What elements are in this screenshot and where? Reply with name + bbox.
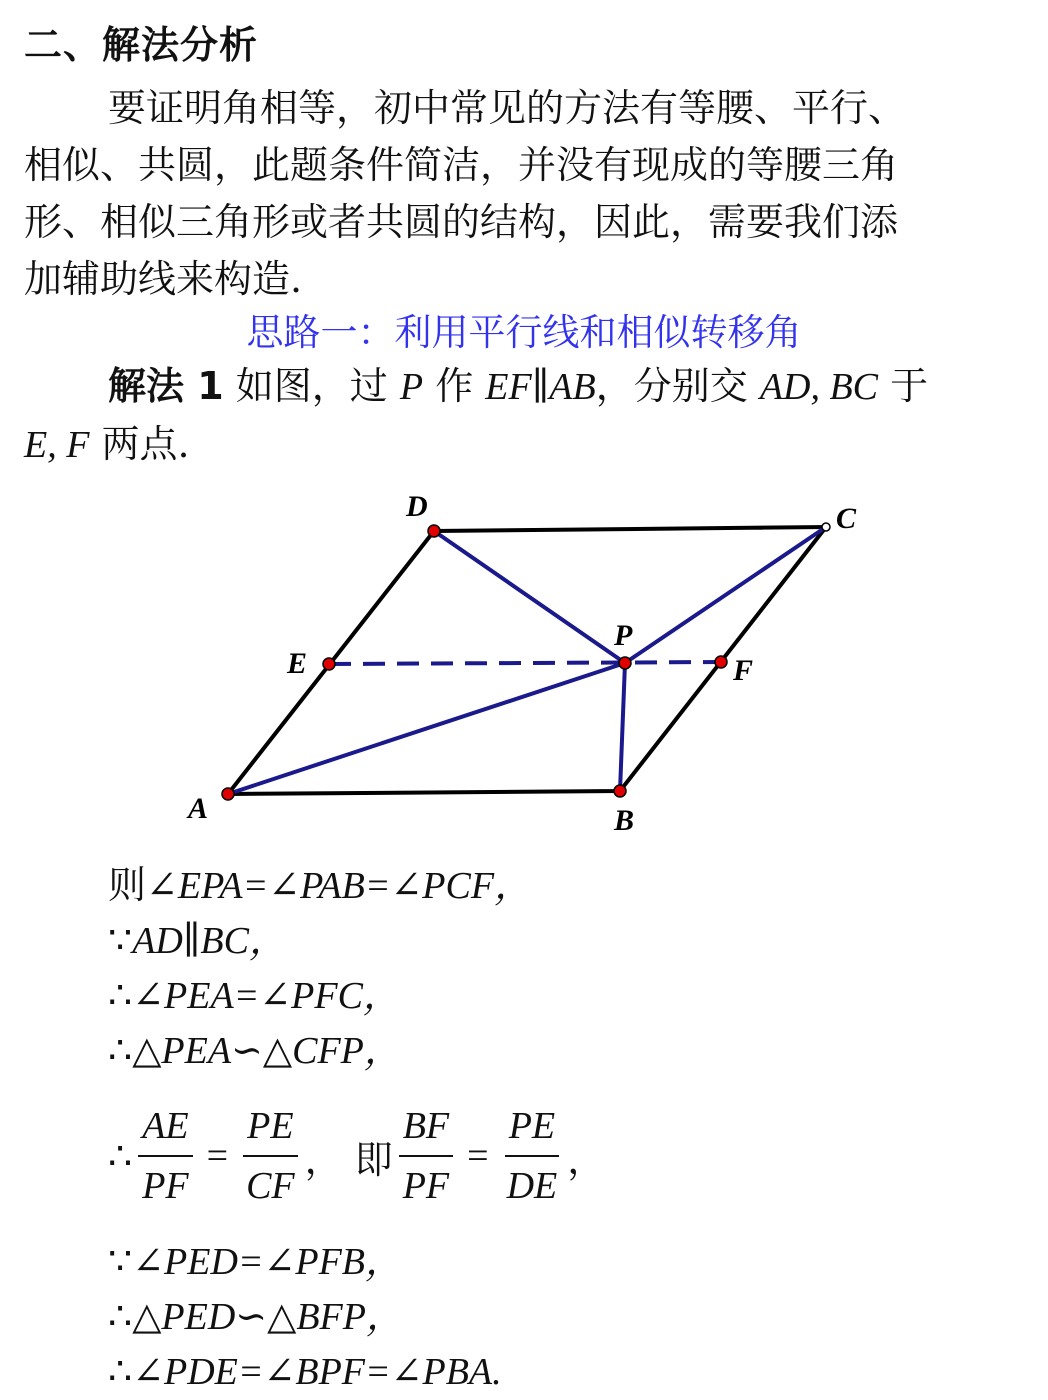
step-6 (108, 1234, 605, 1289)
step-2-prefix: ∵ (108, 918, 133, 962)
equals-sign-1: = (206, 1135, 229, 1177)
intro-line-2: 相似、共圆，此题条件简洁，并没有现成的等腰三角 (24, 143, 899, 187)
point-f (715, 656, 727, 668)
step-2-text: AD∥BC， (132, 920, 287, 962)
step-7-prefix: ∴ (108, 1294, 133, 1338)
method-text-2: 作 (435, 364, 474, 408)
step-1 (108, 858, 605, 913)
step-8-prefix: ∴ (108, 1349, 133, 1393)
segment-ef-dashed (329, 662, 721, 664)
label-p: P (614, 619, 633, 652)
point-d (428, 525, 440, 537)
fraction-1-denominator: PF (142, 1165, 189, 1207)
intro-line-3: 形、相似三角形或者共圆的结构，因此，需要我们添 (24, 200, 899, 244)
label-c: C (836, 502, 857, 535)
label-e: E (287, 647, 308, 680)
fraction-1-numerator: AE (138, 1097, 192, 1157)
fraction-ae-pf (138, 1097, 192, 1215)
fraction-4-denominator: DE (506, 1165, 558, 1207)
step-6-text: ∠PED=∠PFB， (132, 1241, 404, 1283)
point-p (619, 657, 631, 669)
segment-ap (228, 663, 625, 794)
fraction-3-denominator: PF (402, 1165, 450, 1207)
step-3 (108, 968, 605, 1023)
fraction-2-numerator: PE (243, 1097, 297, 1157)
fraction-2-denominator: CF (246, 1165, 295, 1207)
label-f: F (733, 654, 754, 687)
step-4-text: △PEA∽△CFP， (132, 1030, 402, 1072)
idea-title: 思路一：利用平行线和相似转移角 (246, 311, 802, 354)
point-a (222, 788, 234, 800)
point-b (614, 785, 626, 797)
intro-line-1: 要证明角相等，初中常见的方法有等腰、平行、 (108, 86, 907, 130)
point-e (323, 658, 335, 670)
step-5-middle: ， 即 (304, 1137, 393, 1182)
fraction-bf-pf (399, 1097, 453, 1215)
step-7 (108, 1289, 605, 1344)
method-ef-parallel-ab: EF∥AB (485, 366, 596, 408)
method-e-f: E, F (24, 424, 90, 466)
segment-cp (625, 527, 826, 663)
step-4-prefix: ∴ (108, 1028, 133, 1072)
method-point-p: P (399, 366, 424, 408)
step-5-fractions (108, 1078, 605, 1234)
method-text-3: ，分别交 (595, 364, 748, 408)
label-d: D (406, 490, 428, 523)
segment-bp (620, 663, 625, 791)
fraction-4-numerator: PE (505, 1097, 559, 1157)
step-5-end: ， (567, 1137, 606, 1182)
point-c (822, 523, 830, 531)
step-4 (108, 1023, 605, 1078)
step-7-text: △PED∽△BFP， (132, 1296, 404, 1338)
method-ad-bc: AD, BC (759, 366, 879, 408)
step-8 (108, 1344, 605, 1399)
fraction-3-numerator: BF (399, 1097, 453, 1157)
label-b: B (614, 804, 635, 837)
intro-line-4: 加辅助线来构造. (24, 257, 303, 301)
method-text-1: 如图，过 (235, 364, 388, 408)
fraction-pe-de (503, 1097, 562, 1215)
method-text-5: 两点. (101, 422, 190, 466)
equals-sign-2: = (467, 1135, 489, 1177)
step-5-prefix: ∴ (108, 1134, 133, 1178)
proof-steps (108, 858, 605, 1399)
step-3-text: ∠PEA=∠PFC， (132, 975, 401, 1017)
method-text-4: 于 (890, 364, 929, 408)
label-a: A (188, 792, 209, 825)
segment-dp (434, 531, 625, 663)
step-6-prefix: ∵ (108, 1239, 133, 1283)
method-label: 解法 1 (108, 364, 224, 408)
step-1-text: ∠EPA=∠PAB=∠PCF， (146, 865, 533, 907)
fraction-pe-cf (242, 1097, 299, 1215)
step-3-prefix: ∴ (108, 973, 133, 1017)
step-2 (108, 913, 605, 968)
step-8-text: ∠PDE=∠BPF=∠PBA. (132, 1351, 502, 1393)
section-title: 二、解法分析 (24, 23, 259, 67)
step-1-prefix: 则 (108, 863, 147, 907)
